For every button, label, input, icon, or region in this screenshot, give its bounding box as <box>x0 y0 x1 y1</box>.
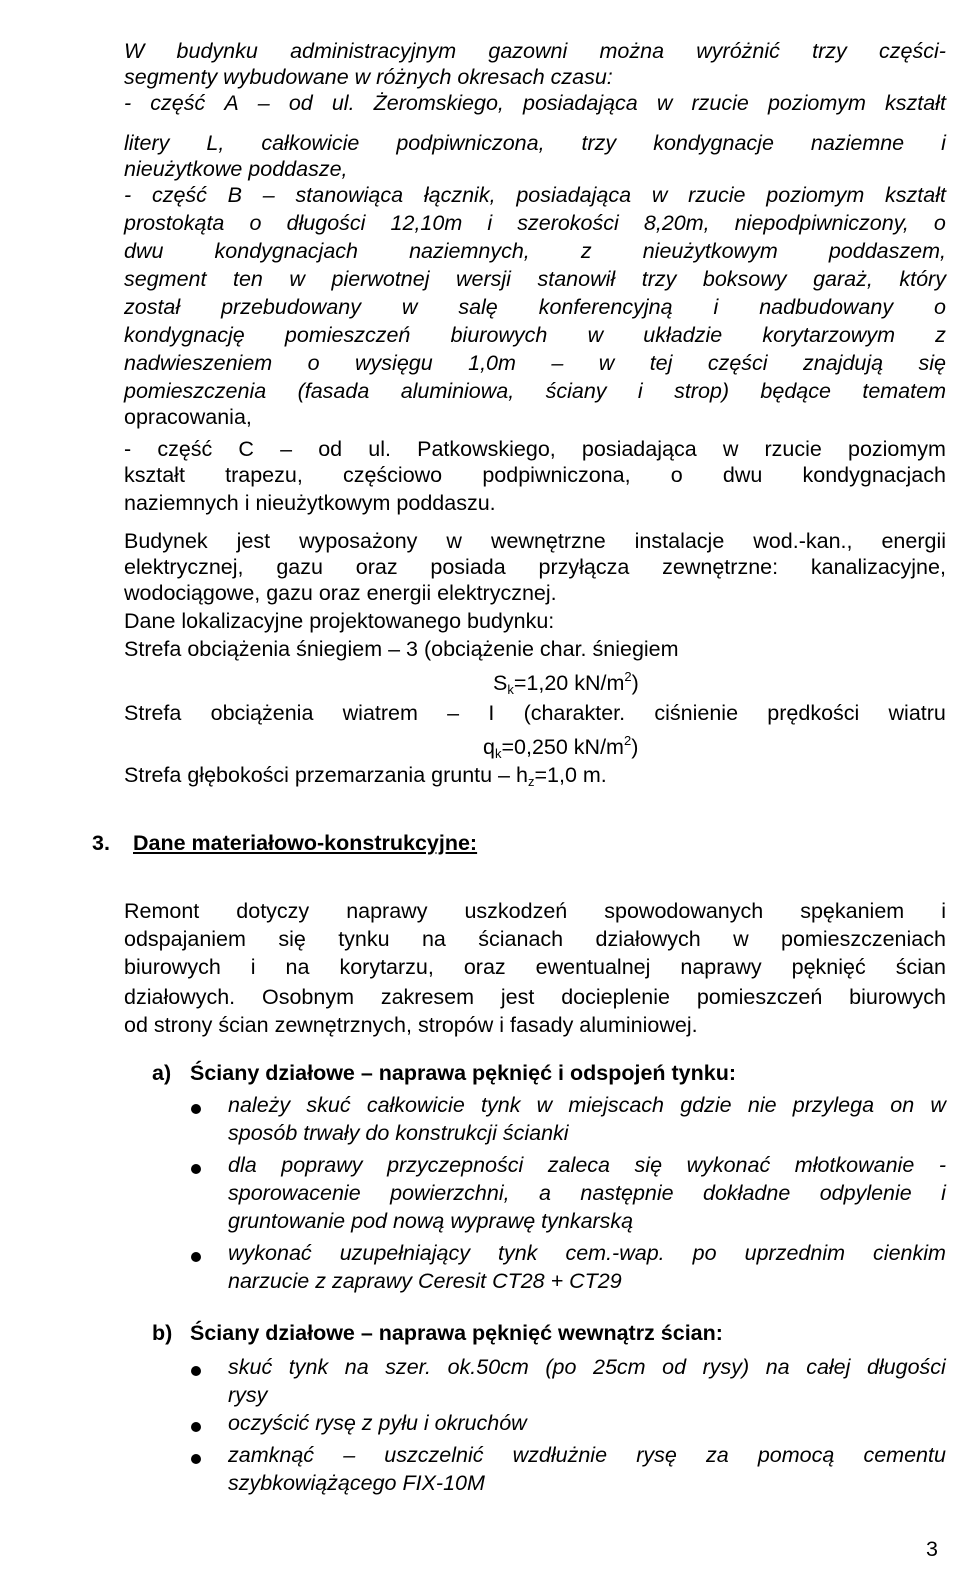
text-line: działowych. Osobnym zakresem jest docieplenie pomieszczeń biurowych <box>124 985 946 1009</box>
text-line: nieużytkowe poddasze, <box>124 157 348 181</box>
text-line: kształt trapezu, częściowo podpiwniczona, o dwu kondygnacjach <box>124 463 946 487</box>
list-item: rysy <box>228 1383 268 1407</box>
text-line: od strony ścian zewnętrznych, stropów i fasady aluminiowej. <box>124 1013 698 1037</box>
bullet-icon <box>191 1104 201 1114</box>
frost-depth-line: Strefa głębokości przemarzania gruntu – $h_z=1,0$ m. <box>124 763 607 789</box>
snow-load-value: $S_k=1,20$ $kN/m^2$) <box>493 669 639 697</box>
list-item: sposób trwały do konstrukcji ścianki <box>228 1121 569 1145</box>
text-line: - część C – od ul. Patkowskiego, posiadająca w rzucie poziomym <box>124 437 946 461</box>
text-line: litery L, całkowicie podpiwniczona, trzy kondygnacje naziemne i <box>124 131 946 155</box>
subsection-a-marker: a) <box>152 1061 172 1085</box>
location-heading: Dane lokalizacyjne projektowanego budynku: <box>124 609 555 633</box>
list-item: gruntowanie pod nową wyprawę tynkarską <box>228 1209 634 1233</box>
text-line: - część A – od ul. Żeromskiego, posiadająca w rzucie poziomym kształt <box>124 91 946 115</box>
list-item: dla poprawy przyczepności zaleca się wykonać młotkowanie - <box>228 1153 946 1177</box>
list-item: oczyścić rysę z pyłu i okruchów <box>228 1411 527 1435</box>
list-item: szybkowiążącego FIX-10M <box>228 1471 485 1495</box>
page-number: 3 <box>926 1537 938 1561</box>
text-line: został przebudowany w salę konferencyjną i nadbudowany o <box>124 295 946 319</box>
text-line: - część B – stanowiąca łącznik, posiadająca w rzucie poziomym kształt <box>124 183 946 207</box>
list-item: zamknąć – uszczelnić wzdłużnie rysę za pomocą cementu <box>228 1443 946 1467</box>
text-line: kondygnację pomieszczeń biurowych w układzie korytarzowym z <box>124 323 946 347</box>
subsection-b-marker: b) <box>152 1321 173 1345</box>
list-item: narzucie z zaprawy Ceresit CT28 + CT29 <box>228 1269 622 1293</box>
section-number: 3. <box>92 831 110 855</box>
section-title: Dane materiałowo-konstrukcyjne: <box>133 831 478 855</box>
list-item: należy skuć całkowicie tynk w miejscach gdzie nie przylega on w <box>228 1093 946 1117</box>
wind-load-value: $q_k=0,250$ $kN/m^2$) <box>483 733 639 761</box>
bullet-icon <box>191 1454 201 1464</box>
bullet-icon <box>191 1252 201 1262</box>
text-line: Budynek jest wyposażony w wewnętrzne instalacje wod.-kan., energii <box>124 529 946 553</box>
subsection-b-title: Ściany działowe – naprawa pęknięć wewnątrz ścian: <box>190 1321 723 1345</box>
bullet-icon <box>191 1164 201 1174</box>
text-line: dwu kondygnacjach naziemnych, z nieużytkowym poddaszem, <box>124 239 946 263</box>
bullet-icon <box>191 1366 201 1376</box>
text-line: naziemnych i nieużytkowym poddaszu. <box>124 491 496 515</box>
bullet-icon <box>191 1422 201 1432</box>
text-line: pomieszczenia (fasada aluminiowa, ściany i strop) będące tematem <box>124 379 946 403</box>
text-line: biurowych i na korytarzu, oraz ewentualnej naprawy pęknięć ścian <box>124 955 946 979</box>
list-item: skuć tynk na szer. ok.50cm (po 25cm od rysy) na całej długości <box>228 1355 946 1379</box>
list-item: wykonać uzupełniający tynk cem.-wap. po uprzednim cienkim <box>228 1241 946 1265</box>
text-line: Remont dotyczy naprawy uszkodzeń spowodowanych spękaniem i <box>124 899 946 923</box>
text-line: opracowania, <box>124 405 252 429</box>
text-line: prostokąta o długości 12,10m i szerokości 8,20m, niepodpiwniczony, o <box>124 211 946 235</box>
text-line: nadwieszeniem o wysięgu 1,0m – w tej części znajdują się <box>124 351 946 375</box>
wind-zone-line: Strefa obciążenia wiatrem – I (charakter. ciśnienie prędkości wiatru <box>124 701 946 725</box>
text-line: odspajaniem się tynku na ścianach działowych w pomieszczeniach <box>124 927 946 951</box>
text-line: W budynku administracyjnym gazowni można wyróżnić trzy części- <box>124 39 946 63</box>
text-line: segmenty wybudowane w różnych okresach czasu: <box>124 65 613 89</box>
subsection-a-title: Ściany działowe – naprawa pęknięć i odspojeń tynku: <box>190 1061 737 1085</box>
text-line: segment ten w pierwotnej wersji stanowił trzy boksowy garaż, który <box>124 267 946 291</box>
list-item: sporowacenie powierzchni, a następnie dokładne odpylenie i <box>228 1181 946 1205</box>
text-line: wodociągowe, gazu oraz energii elektrycznej. <box>124 581 557 605</box>
snow-zone-line: Strefa obciążenia śniegiem – 3 (obciążenie char. śniegiem <box>124 637 679 661</box>
text-line: elektrycznej, gazu oraz posiada przyłącza zewnętrzne: kanalizacyjne, <box>124 555 946 579</box>
